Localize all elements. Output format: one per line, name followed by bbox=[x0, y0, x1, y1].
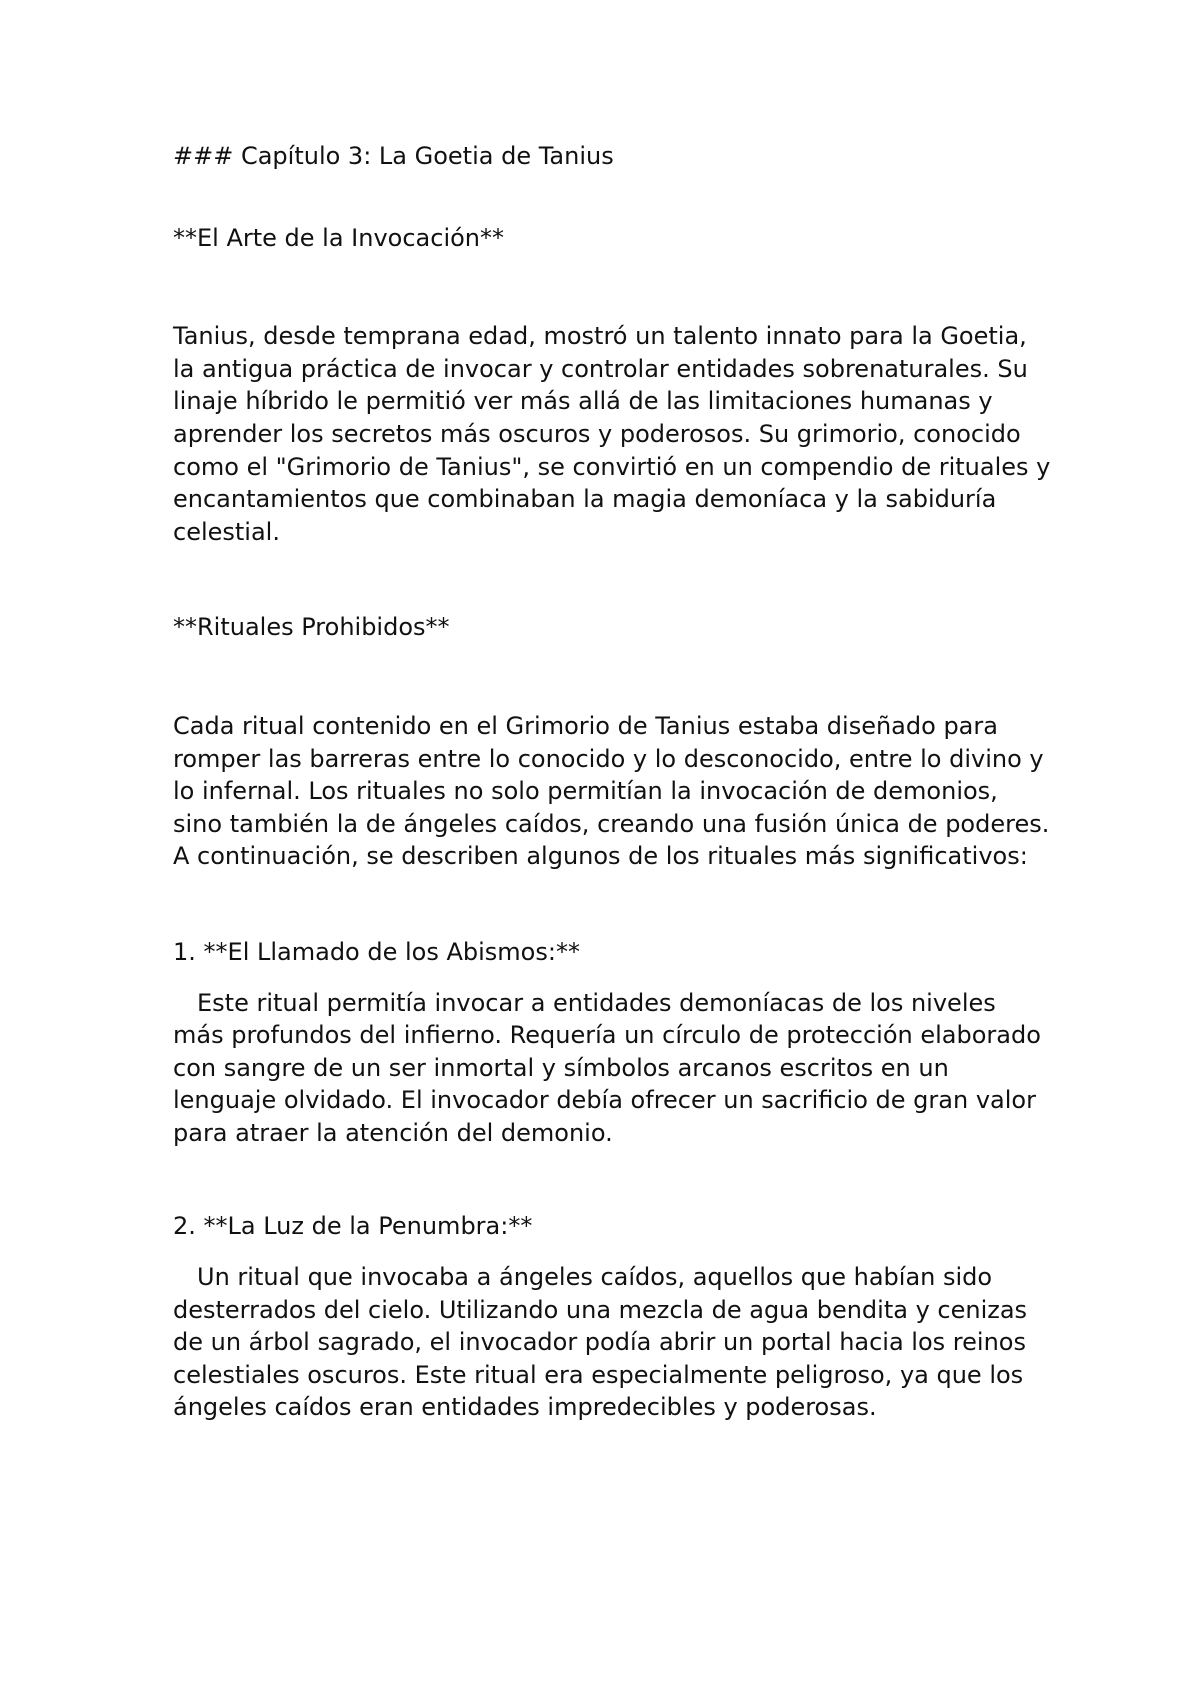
section-heading-forbidden-rituals: **Rituales Prohibidos** bbox=[173, 613, 450, 642]
document-body bbox=[173, 140, 1053, 1424]
ritual-heading-call-of-abyss: 1. **El Llamado de los Abismos:** bbox=[173, 937, 580, 966]
paragraph-art-of-invocation: Tanius, desde temprana edad, mostró un talento innato para la Goetia, la antigua práctica de invocar y controlar entidades sobrenaturales. Su linaje híbrido le permitió ver más allá de las limitaciones humanas y aprender los secretos más oscuros y poderosos. Su grimorio, conocido como el "Grimorio de Tanius", se convirtió en un compendio de rituales y encantamientos que combinaban la magia demoníaca y la sabiduría celestial. bbox=[173, 322, 1051, 546]
ritual-heading-light-of-penumbra: 2. **La Luz de la Penumbra:** bbox=[173, 1212, 533, 1241]
ritual-text-call-of-abyss: Este ritual permitía invocar a entidades demoníacas de los niveles más profundos del infierno. Requería un círculo de protección elaborado con sangre de un ser inmortal y símbolos arcanos escritos en un lenguaje olvidado. El invocador debía ofrecer un sacrificio de gran valor para atraer la atención del demonio. bbox=[173, 988, 1041, 1147]
section-heading-art-of-invocation: **El Arte de la Invocación** bbox=[173, 223, 505, 252]
paragraph-forbidden-rituals: Cada ritual contenido en el Grimorio de Tanius estaba diseñado para romper las barreras entre lo conocido y lo desconocido, entre lo divino y lo infernal. Los rituales no solo permitían la invocación de demonios, sino también la de ángeles caídos, creando una fusión única de poderes. A continuación, se describen algunos de los rituales más significativos: bbox=[173, 711, 1050, 871]
ritual-text-light-of-penumbra: Un ritual que invocaba a ángeles caídos, aquellos que habían sido desterrados del cielo. Utilizando una mezcla de agua bendita y cenizas de un árbol sagrado, el invocador podía abrir un portal hacia los reinos celestiales oscuros. Este ritual era especialmente peligroso, ya que los ángeles caídos eran entidades impredecibles y poderosas. bbox=[173, 1263, 1028, 1422]
chapter-heading: ### Capítulo 3: La Goetia de Tanius bbox=[173, 142, 614, 170]
